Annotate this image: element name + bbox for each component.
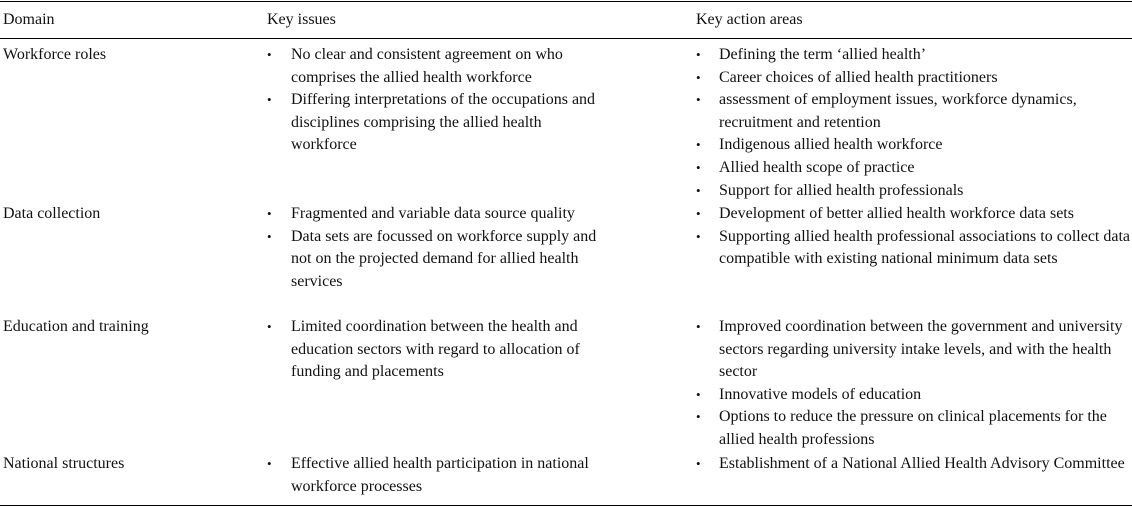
action-item: • Indigenous allied health workforce <box>696 134 1130 157</box>
header-key-issues: Key issues <box>267 11 336 28</box>
action-areas-list <box>696 453 1130 476</box>
action-item: • Career choices of allied health practitioners <box>696 67 1130 90</box>
action-item: • assessment of employment issues, workforce dynamics, recruitment and retention <box>696 89 1130 134</box>
key-issues-list <box>267 316 607 384</box>
issue-item: • Effective allied health participation in national workforce processes <box>267 453 607 498</box>
issue-item: • No clear and consistent agreement on who comprises the allied health workforce <box>267 44 607 89</box>
table-bottom-rule <box>0 505 1132 506</box>
action-item: • Support for allied health professionals <box>696 180 1130 203</box>
action-areas-list <box>696 203 1130 271</box>
header-key-action-areas: Key action areas <box>696 11 803 28</box>
action-item: • Defining the term ‘allied health’ <box>696 44 1130 67</box>
key-issues-list <box>267 44 607 157</box>
key-issues-list <box>267 453 607 498</box>
action-item: • Improved coordination between the government and university sectors regarding university intake levels, and with the health sector <box>696 316 1130 384</box>
action-item: • Supporting allied health professional associations to collect data compatible with existing national minimum data sets <box>696 226 1130 271</box>
action-areas-list <box>696 44 1130 202</box>
action-item: • Options to reduce the pressure on clinical placements for the allied health professions <box>696 406 1130 451</box>
issue-item: • Limited coordination between the health and education sectors with regard to allocation of funding and placements <box>267 316 607 384</box>
action-item: • Development of better allied health workforce data sets <box>696 203 1130 226</box>
action-item: • Allied health scope of practice <box>696 157 1130 180</box>
domain-cell: Data collection <box>3 205 101 222</box>
key-issues-list <box>267 203 607 293</box>
domain-cell: Workforce roles <box>3 46 107 63</box>
header-rule <box>0 38 1132 39</box>
issue-item: • Differing interpretations of the occupations and disciplines comprising the allied health workforce <box>267 89 607 157</box>
issue-item: • Data sets are focussed on workforce supply and not on the projected demand for allied health services <box>267 226 607 294</box>
action-areas-list <box>696 316 1130 452</box>
table-top-rule <box>0 1 1132 2</box>
header-domain: Domain <box>3 11 55 28</box>
issue-item: • Fragmented and variable data source quality <box>267 203 607 226</box>
action-item: • Innovative models of education <box>696 384 1130 407</box>
domain-cell: National structures <box>3 455 125 472</box>
action-item: • Establishment of a National Allied Health Advisory Committee <box>696 453 1130 476</box>
domain-cell: Education and training <box>3 318 149 335</box>
